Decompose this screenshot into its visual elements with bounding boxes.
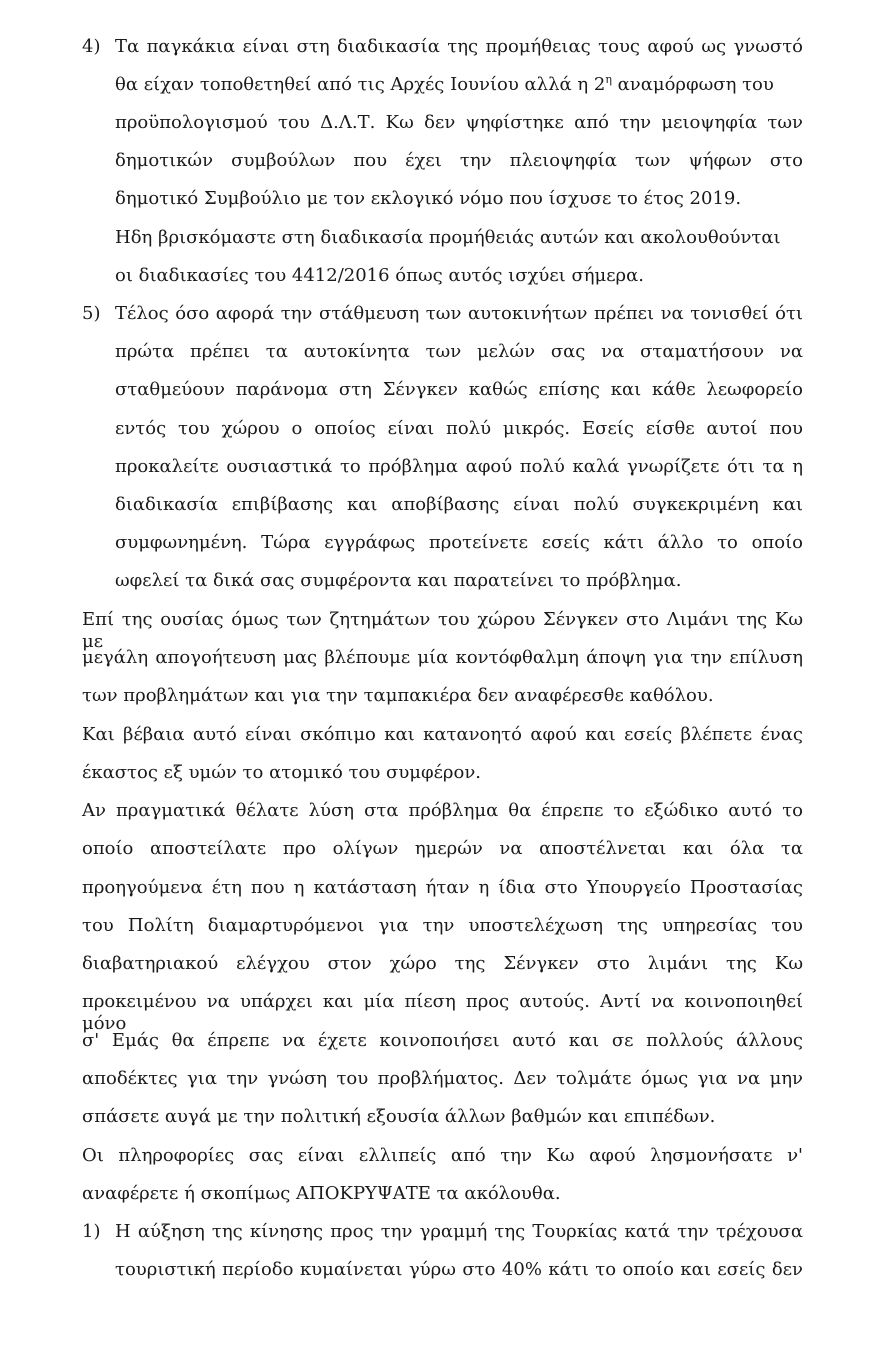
para3-line-5: διαβατηριακού ελέγχου στον χώρο της Σένγκεν στο λιμάνι της Κω (82, 953, 803, 974)
item4-line-5: δημοτικό Συμβούλιο με τον εκλογικό νόμο που ίσχυσε το έτος 2019. (115, 188, 742, 209)
para1-line-1: Επί της ουσίας όμως των ζητημάτων του χώρου Σένγκεν στο Λιμάνι της Κω με (82, 609, 803, 652)
item5-line-4: εντός του χώρου ο οποίος είναι πολύ μικρός. Εσείς είσθε αυτοί που (115, 418, 803, 439)
item4-line-2 (115, 74, 774, 96)
item4-line-3: προϋπολογισμού του Δ.Λ.Τ. Κω δεν ψηφίστηκε από την μειοψηφία των (115, 112, 803, 133)
para3-line-1: Αν πραγματικά θέλατε λύση στα πρόβλημα θα έπρεπε το εξώδικο αυτό το (82, 800, 803, 821)
item4-line-2-text: θα είχαν τοποθετηθεί από τις Αρχές Ιουνίου αλλά η 2 (115, 74, 606, 95)
item5-line-5: προκαλείτε ουσιαστικά το πρόβλημα αφού πολύ καλά γνωρίζετε ότι τα η (115, 456, 803, 477)
item5-line-7: συμφωνημένη. Τώρα εγγράφως προτείνετε εσείς κάτι άλλο το οποίο (115, 532, 803, 553)
item4-line-1: Τα παγκάκια είναι στη διαδικασία της προμήθειας τους αφού ως γνωστό (115, 36, 803, 57)
superscript-eta: η (605, 73, 612, 86)
para3-line-4: του Πολίτη διαμαρτυρόμενοι για την υποστελέχωση της υπηρεσίας του (82, 915, 803, 936)
item5-line-1: Τέλος όσο αφορά την στάθμευση των αυτοκινήτων πρέπει να τονισθεί ότι (115, 303, 803, 324)
para3-line-3: προηγούμενα έτη που η κατάσταση ήταν η ίδια στο Υπουργείο Προστασίας (82, 877, 803, 898)
para3-line-8: αποδέκτες για την γνώση του προβλήματος. Δεν τολμάτε όμως για να μην (82, 1068, 803, 1089)
para3-line-9: σπάσετε αυγά με την πολιτική εξουσία άλλων βαθμών και επιπέδων. (82, 1106, 716, 1127)
item5-line-2: πρώτα πρέπει τα αυτοκίνητα των μελών σας να σταματήσουν να (115, 341, 803, 362)
item4-line-2-tail: αναμόρφωση του (611, 74, 774, 95)
para2-line-2: έκαστος εξ υμών το ατομικό του συμφέρον. (82, 762, 481, 783)
para1-line-3: των προβλημάτων και για την ταμπακιέρα δεν αναφέρεσθε καθόλου. (82, 685, 714, 706)
item4-line-7: οι διαδικασίες του 4412/2016 όπως αυτός ισχύει σήμερα. (115, 265, 644, 286)
list-number-1: 1) (82, 1221, 101, 1242)
item5-line-8: ωφελεί τα δικά σας συμφέροντα και παρατείνει το πρόβλημα. (115, 570, 682, 591)
para3-line-2: οποίο αποστείλατε προ ολίγων ημερών να αποστέλνεται και όλα τα (82, 838, 803, 859)
para1-line-2: μεγάλη απογοήτευση μας βλέπουμε μία κοντόφθαλμη άποψη για την επίλυση (82, 647, 803, 668)
item4-line-6: Ηδη βρισκόμαστε στη διαδικασία προμήθειάς αυτών και ακολουθούνται (115, 227, 781, 248)
item1-line-2: τουριστική περίοδο κυμαίνεται γύρω στο 40% κάτι το οποίο και εσείς δεν (115, 1259, 803, 1280)
item5-line-6: διαδικασία επιβίβασης και αποβίβασης είναι πολύ συγκεκριμένη και (115, 494, 803, 515)
item5-line-3: σταθμεύουν παράνομα στη Σένγκεν καθώς επίσης και κάθε λεωφορείο (115, 379, 803, 400)
para3-line-6: προκειμένου να υπάρχει και μία πίεση προς αυτούς. Αντί να κοινοποιηθεί μόνο (82, 991, 803, 1034)
item1-line-1: Η αύξηση της κίνησης προς την γραμμή της Τουρκίας κατά την τρέχουσα (115, 1221, 803, 1242)
para2-line-1: Και βέβαια αυτό είναι σκόπιμο και κατανοητό αφού και εσείς βλέπετε ένας (82, 724, 803, 745)
para4-line-1: Οι πληροφορίες σας είναι ελλιπείς από την Κω αφού λησμονήσατε ν' (82, 1145, 803, 1166)
para4-line-2: αναφέρετε ή σκοπίμως ΑΠΟΚΡΥΨΑΤΕ τα ακόλουθα. (82, 1183, 561, 1204)
para3-line-7: σ' Εμάς θα έπρεπε να έχετε κοινοποιήσει αυτό και σε πολλούς άλλους (82, 1030, 803, 1051)
list-number-4: 4) (82, 36, 101, 57)
list-number-5: 5) (82, 303, 101, 324)
item4-line-4: δημοτικών συμβούλων που έχει την πλειοψηφία των ψήφων στο (115, 150, 803, 171)
